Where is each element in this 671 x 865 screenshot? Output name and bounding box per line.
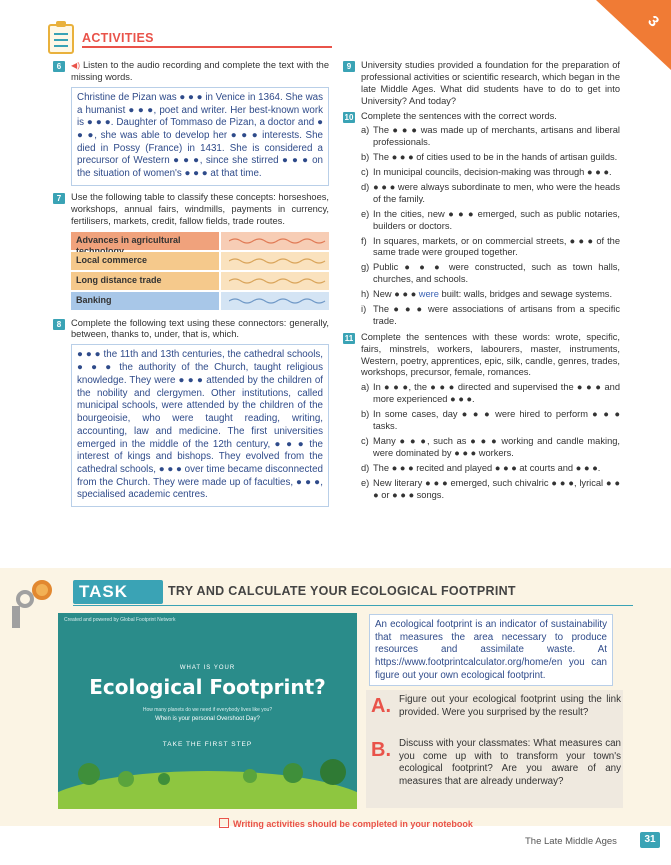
tree-icon [283,763,303,783]
list-item: e) New literary ● ● ● emerged, such chivalric ● ● ●, lyrical ● ● ● or ● ● ● songs. [361,477,620,500]
list-item: b) The ● ● ● of cities used to be in the hands of artisan guilds. [361,152,618,163]
clipboard-icon [48,24,74,54]
q10-items [361,125,620,327]
task-question-a [369,694,621,719]
q8-text-box: ● ● ● the 11th and 13th centuries, the cathedral schools, ● ● ● the authority of the Church, taught religious knowledge. They were ● ● ● attended by the children of the nobility and clergymen. Other institutions, called municipal schools, were attended by the children of the bourgeoisie, who were taught reading, writing, accounting, law and medicine. The first universities emerged in the middle of the 12th century, ● ● ● the interest of kings and bishops. They evolved from the cathedral schools, ● ● ● over time became disconnected from the Church. They were made up of faculties, ● ● ●, specialised academic centres. [71,344,329,507]
activities-header [48,24,333,54]
notebook-note: Writing activities should be completed in your notebook [219,818,473,831]
question-instruction: Complete the sentences with the correct words. [361,110,557,121]
question-instruction: Use the following table to classify these concepts: horseshoes, workshops, annual fairs, windmills, payments in currency, fertilisers, markets, credit, fallow fields, trade routes. [71,191,329,226]
question-letter: A. [371,695,391,717]
table-row [71,272,329,290]
table-row-label: Local commerce [71,252,219,270]
question-number: 7 [53,193,65,204]
question-6 [53,60,329,84]
list-item: d) The ● ● ● recited and played ● ● ● at courts and ● ● ●. [361,462,601,473]
list-item: c) Many ● ● ●, such as ● ● ● working and candle making, were dominated by ● ● ● workers. [361,435,620,458]
image-subtext-2: When is your personal Overshoot Day? [155,716,260,722]
question-text: University studies provided a foundation for the preparation of professional activities or scientific research, which began in the late Middle Ages. What did students have to do to get into University? And today? [361,60,620,106]
list-item: a) The ● ● ● was made up of merchants, artisans and liberal professionals. [361,125,620,148]
task-label: TASK [73,580,163,604]
table-row [71,292,329,310]
list-item: f) In squares, markets, or on commercial streets, ● ● ● of the same trade were grouped together. [361,235,620,258]
classification-table [71,232,329,310]
image-kicker: WHAT IS YOUR [179,665,236,671]
pencil-icon [219,818,229,828]
wavy-line-icon [221,232,329,250]
question-8 [53,318,329,342]
chapter-number: 3 [643,12,662,31]
image-cta: TAKE THE FIRST STEP [162,741,253,748]
question-instruction: Complete the following text using these connectors: generally, between, thanks to, under, that is, which. [71,317,329,340]
question-number: 9 [343,61,355,72]
task-question-b [369,738,621,789]
list-item: e) In the cities, new ● ● ● emerged, such as public notaries, builders or doctors. [361,208,620,231]
q11-items [361,382,620,501]
question-number: 10 [344,112,354,122]
image-credit: Created and powered by Global Footprint Network [64,617,176,623]
speaker-icon[interactable]: ◀) [71,61,81,70]
table-row [71,252,329,270]
hill-shape [58,771,357,809]
question-number: 6 [53,61,65,72]
task-divider [73,605,633,606]
tree-icon [118,771,134,787]
list-item: h) New ● ● ● were built: walls, bridges and sewage systems. [361,289,613,300]
list-item: c) In municipal councils, decision-making was through ● ● ●. [361,167,612,178]
question-9 [343,60,620,108]
ecological-footprint-image [58,613,357,809]
info-box: An ecological footprint is an indicator of sustainability that measures the area necessary to produce resources and assimilate waste. At https://www.footprintcalculator.org/home/en you can figure out your own ecological footprint. [369,614,613,686]
list-item: b) In some cases, day ● ● ● were hired to perform ● ● ● tasks. [361,409,620,432]
question-11 [343,332,620,380]
image-headline: Ecological Footprint? [89,675,326,699]
tree-icon [243,769,257,783]
question-instruction: Listen to the audio recording and complete the text with the missing words. [71,60,330,82]
task-title: TRY AND CALCULATE YOUR ECOLOGICAL FOOTPRINT [168,584,516,598]
tree-icon [158,773,170,785]
q6-text-box: Christine de Pizan was ● ● ● in Venice in 1364. She was a humanist ● ● ●, poet and writer. Her best-known work is ● ● ●. Daughter of Tommaso de Pizan, a doctor and ● ● ●, she was able to develop her ● ● ● interests. She died in Possy (France) in 1431. She is considered a precursor of Western ● ● ●, since she stirred ● ● ● on the situation of women's ● ● ● at that time. [71,87,329,186]
wavy-line-icon [221,252,329,270]
page-number: 31 [640,832,660,848]
question-number: 11 [344,333,354,343]
table-row-label: Long distance trade [71,272,219,290]
question-text: Figure out your ecological footprint using the link provided. Were you surprised by the result? [399,694,621,718]
chapter-title: The Late Middle Ages [525,836,617,847]
tree-icon [78,763,100,785]
right-column [343,60,620,504]
tree-icon [320,759,346,785]
list-item: g) Public ● ● ● were constructed, such as town halls, churches, and schools. [361,262,620,285]
question-text: Discuss with your classmates: What measures can you come up with to transform your town's ecological footprint? Are you aware of any measures that are already underway? [399,738,621,788]
table-row-label: Advances in agricultural [71,232,219,250]
question-number: 8 [53,319,65,330]
left-column [53,60,329,513]
question-10 [343,111,620,123]
list-item: i) The ● ● ● were associations of artisans from a specific trade. [361,304,620,326]
table-row [71,232,329,250]
wavy-line-icon [221,272,329,290]
question-7 [53,192,329,228]
section-divider [82,46,332,48]
table-row-label: Banking [71,292,219,310]
question-instruction: Complete the sentences with these words: wrote, specific, fairs, minstrels, workers, labourers, master, instruments, Western, poetry, apprentices, epic, silk, candle, genres, trades, workshops, precursor, female, romances. [361,331,620,378]
section-title: ACTIVITIES [82,31,154,45]
list-item: d) ● ● ● were always subordinate to men, who were the heads of the family. [361,182,620,204]
question-letter: B. [371,739,391,761]
image-subtext: How many planets do we need if everybody lives like you? [142,707,273,713]
list-item: a) In ● ● ●, the ● ● ● directed and supervised the ● ● ● and more experienced ● ● ●. [361,382,620,405]
wavy-line-icon [221,292,329,310]
